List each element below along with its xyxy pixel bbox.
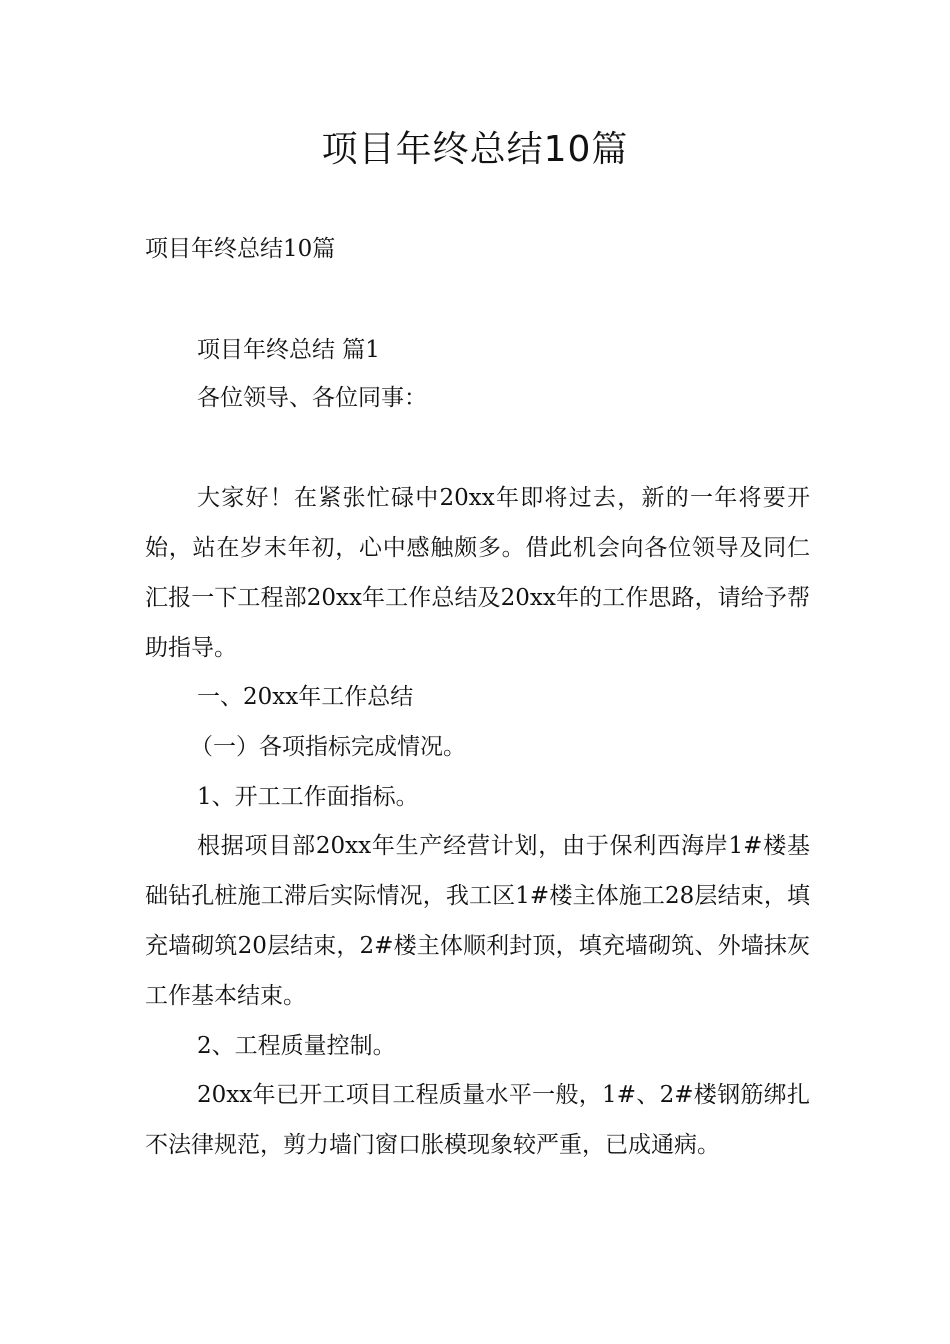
item-2-paragraph: 20xx年已开工项目工程质量水平一般，1#、2#楼钢筋绑扎不法律规范，剪力墙门窗口胀模现象较严重，已成通病。: [145, 1082, 810, 1158]
intro-paragraph: 大家好！在紧张忙碌中20xx年即将过去，新的一年将要开始，站在岁末年初，心中感触颇多。借此机会向各位领导及同仁汇报一下工程部20xx年工作总结及20xx年的工作思路，请给予帮助指导。: [145, 485, 810, 661]
item-2-heading: 2、工程质量控制。: [197, 1033, 396, 1059]
section-heading: 项目年终总结 篇1: [197, 337, 380, 363]
document-title: 项目年终总结10篇: [321, 129, 629, 170]
heading-1-1: （一）各项指标完成情况。: [190, 734, 466, 760]
salutation: 各位领导、各位同事：: [197, 385, 427, 411]
heading-1: 一、20xx年工作总结: [197, 684, 414, 710]
item-1-heading: 1、开工工作面指标。: [197, 784, 419, 810]
item-1-paragraph: 根据项目部20xx年生产经营计划，由于保利西海岸1#楼基础钻孔桩施工滞后实际情况，我工区1#楼主体施工28层结束，填充墙砌筑20层结束，2#楼主体顺利封顶，填充墙砌筑、外墙抹灰工作基本结束。: [145, 833, 810, 1009]
document-subtitle: 项目年终总结10篇: [145, 236, 336, 262]
